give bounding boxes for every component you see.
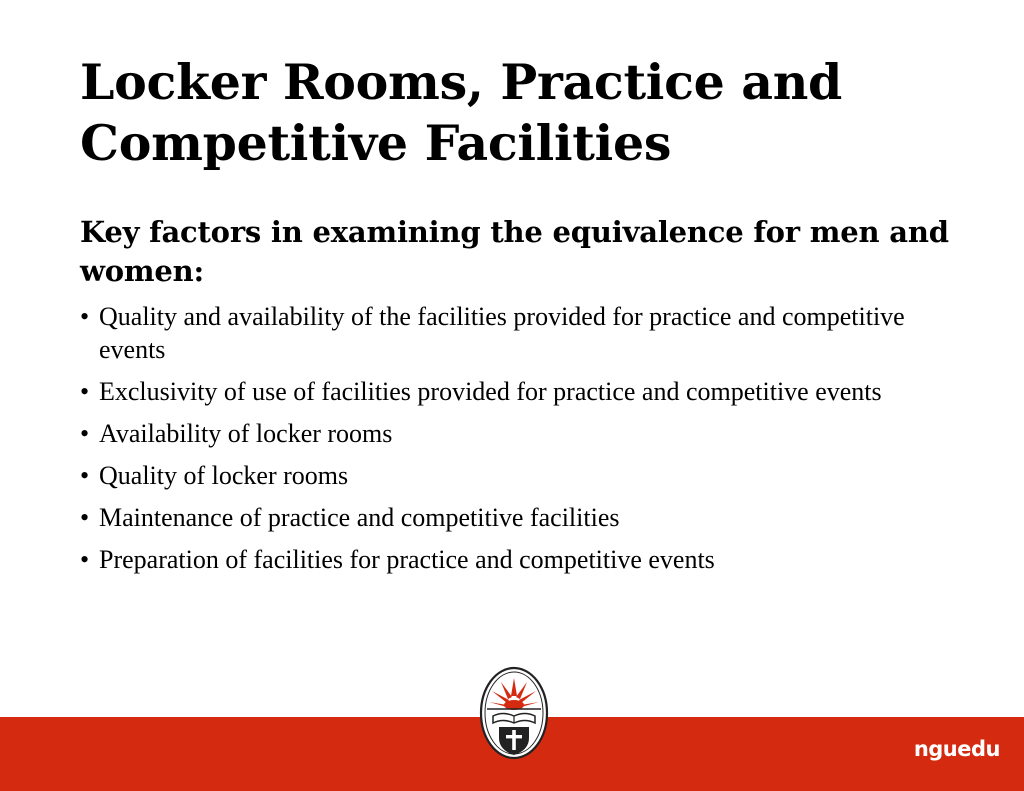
bullet-icon: • <box>80 419 90 448</box>
brand-logo: nguedu <box>913 737 1000 761</box>
bullet-icon: • <box>80 302 90 331</box>
bullet-text: Preparation of facilities for practice and competitive events <box>99 545 715 574</box>
bullet-text: Quality of locker rooms <box>99 461 349 490</box>
bullet-list <box>80 300 960 585</box>
list-item <box>80 459 960 492</box>
bullet-icon: • <box>80 461 90 490</box>
list-item <box>80 543 960 576</box>
list-item <box>80 375 960 408</box>
slide-title: Locker Rooms, Practice and Competitive Facilities <box>80 53 843 172</box>
list-item <box>80 300 960 366</box>
university-seal-icon <box>479 666 549 760</box>
bullet-icon: • <box>80 503 90 532</box>
bullet-text: Availability of locker rooms <box>99 419 393 448</box>
bullet-text: Exclusivity of use of facilities provided for practice and competitive events <box>99 377 882 406</box>
bullet-text: Maintenance of practice and competitive facilities <box>99 503 620 532</box>
bullet-icon: • <box>80 377 90 406</box>
bullet-text: Quality and availability of the facilities provided for practice and competitive events <box>99 302 905 364</box>
bullet-icon: • <box>80 545 90 574</box>
list-item <box>80 501 960 534</box>
slide-subtitle: Key factors in examining the equivalence for men and women: <box>80 215 949 288</box>
list-item <box>80 417 960 450</box>
